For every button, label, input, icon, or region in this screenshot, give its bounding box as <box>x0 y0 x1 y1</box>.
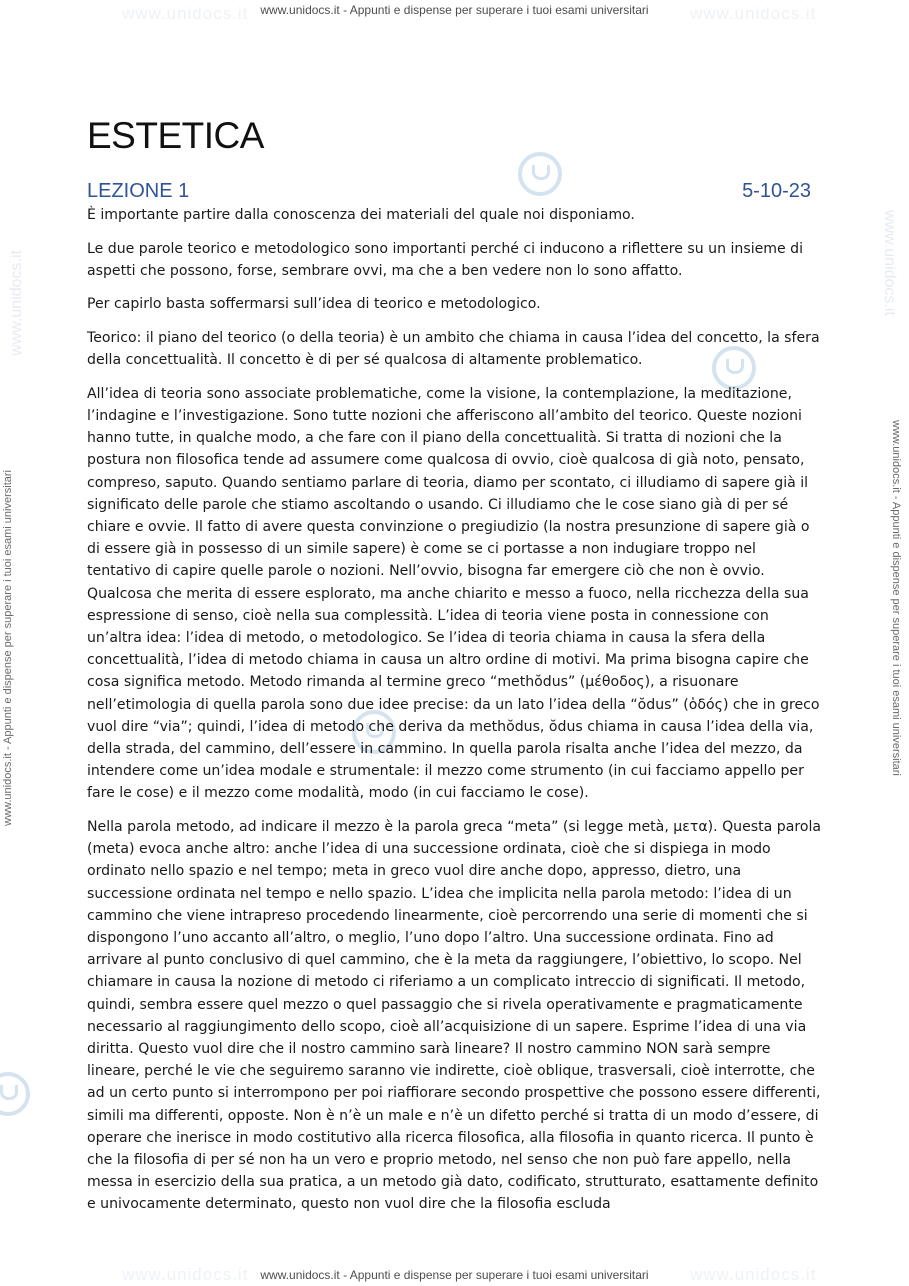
watermark-ghost-bottom-left: www.unidocs.it <box>122 1265 249 1284</box>
watermark-side-left: www.unidocs.it - Appunti e dispense per superare i tuoi esami universitari <box>2 470 14 826</box>
watermark-side-ghost-left: www.unidocs.it <box>8 250 25 356</box>
paragraph: È importante partire dalla conoscenza dei materiali del quale noi disponiamo. <box>87 207 635 223</box>
paragraph: All’idea di teoria sono associate problematiche, come la visione, la contemplazione, la meditazione, l’indagine e l’investigazione. Sono tutte nozioni che afferiscono all’ambito del teorico. Queste nozioni hanno tutte, in qualche modo, a che fare con il piano della concettualità. Si tratta di nozioni che la postura non filosofica tende ad assumere come qualcosa di ovvio, cioè qualcosa di già noto, pensato, compreso, saputo. Quando sentiamo parlare di teoria, diamo per scontato, ci illudiamo di sapere già il significato delle parole che stiamo ascoltando o usando. Ci illudiamo che le cose siano già di per sé chiare e ovvie. Il fatto di avere questa convinzione o pregiudizio (la nostra presunzione di sapere già o di essere già in possesso di un simile sapere) è come se ci portasse a non indugiare troppo nel tentativo di capire quelle parole o nozioni. Nell’ovvio, bisogna far emergere ciò che non è ovvio. Qualcosa che merita di essere esplorato, ma anche chiarito e messo a fuoco, nella ricchezza della sua espressione di senso, cioè nella sua complessità. L’idea di teoria viene posta in connessione con un’altra idea: l’idea di metodo, o metodologico. Se l’idea di teoria chiama in causa la sfera della concettualità, l’idea di metodo chiama in causa un altro ordine di motivi. Ma prima bisogna capire che cosa significa metodo. Metodo rimanda al termine greco “methŏdus” (μέθοδος), a risuonare nell’etimologia di quella parola sono due idee precise: da un lato l’idea della “ŏdus” (ὁδός) che in greco vuol dire “via”; quindi, l’idea di metodo che deriva da methŏdus, ŏdus chiama in causa l’idea della via, della strada, del cammino, dell’essere in cammino. In quella parola risalta anche l’idea del mezzo, da intendere come un’idea modale e strumentale: il mezzo come strumento (in cui facciamo appello per fare le cose) e il mezzo come modalità, modo (in cui facciamo le cose). <box>87 385 820 802</box>
watermark-ghost-top-right: www.unidocs.it <box>690 4 817 23</box>
paragraph: Nella parola metodo, ad indicare il mezzo è la parola greca “meta” (si legge metà, μετα). Questa parola (meta) evoca anche altro: anche l’idea di una successione ordinata, cioè che si dispiega in modo ordinato nello spazio e nel tempo; meta in greco vuol dire anche dopo, appresso, dietro, una successione ordinata nel tempo e nello spazio. L’idea che implicita nella parola metodo: l’idea di un cammino che viene intrapreso procedendo linearmente, cioè percorrendo una serie di momenti che si dispongono l’uno accanto all’altro, o meglio, l’uno dopo l’altro. Una successione ordinata. Fino ad arrivare al punto conclusivo di quel cammino, che è la meta da raggiungere, l’obiettivo, lo scopo. Nel chiamare in causa la nozione di metodo ci riferiamo a un complicato intreccio di significati. Il metodo, quindi, sembra essere quel mezzo o quel passaggio che si rivela operativamente e pragmaticamente necessario al raggiungimento dello scopo, cioè all’acquisizione di un sapere. Esprime l’idea di una via diritta. Questo vuol dire che il nostro cammino sarà lineare? Il nostro cammino NON sarà sempre lineare, perché le vie che seguiremo saranno vie indirette, cioè oblique, trasversali, cioè interrotte, che ad un certo punto si interrompono per poi riaffiorare secondo prospettive che possono essere differenti, simili ma differenti, opposte. Non è n’è un male e n’è un difetto perché si tratta di un modo d’essere, di operare che inerisce in modo costitutivo alla ricerca filosofica, alla filosofia in quanto ricerca. Il punto è che la filosofia di per sé non ha un vero e proprio metodo, nel senso che non può fare appello, nella messa in esercizio della sua pratica, a un metodo già dato, codificato, strutturato, esattamente definito e univocamente determinato, questo non vuol dire che la filosofia escluda <box>87 819 822 1213</box>
paragraph: Teorico: il piano del teorico (o della teoria) è un ambito che chiama in causa l’idea del concetto, la sfera della concettualità. Il concetto è di per sé qualcosa di altamente problematico. <box>87 329 820 369</box>
watermark-side-ghost-right: www.unidocs.it <box>881 210 898 316</box>
watermark-footer: www.unidocs.it - Appunti e dispense per superare i tuoi esami universitari <box>260 1268 649 1282</box>
watermark-ghost-bottom-right: www.unidocs.it <box>690 1265 817 1284</box>
unidocs-logo-icon <box>0 1072 30 1116</box>
watermark-header: www.unidocs.it - Appunti e dispense per superare i tuoi esami universitari <box>260 3 649 17</box>
lesson-date: 5-10-23 <box>742 180 811 202</box>
lesson-heading <box>87 178 823 204</box>
lesson-label: LEZIONE 1 <box>87 180 190 202</box>
watermark-side-right: www.unidocs.it - Appunti e dispense per superare i tuoi esami universitari <box>890 420 902 776</box>
document-body <box>87 110 823 1227</box>
watermark-ghost-top-left: www.unidocs.it <box>122 4 249 23</box>
paragraph: Le due parole teorico e metodologico sono importanti perché ci inducono a riflettere su un insieme di aspetti che possono, forse, sembrare ovvi, ma che a ben vedere non lo sono affatto. <box>87 240 804 279</box>
document-title: ESTETICA <box>87 115 264 156</box>
paragraph: Per capirlo basta soffermarsi sull’idea di teorico e metodologico. <box>87 296 541 313</box>
